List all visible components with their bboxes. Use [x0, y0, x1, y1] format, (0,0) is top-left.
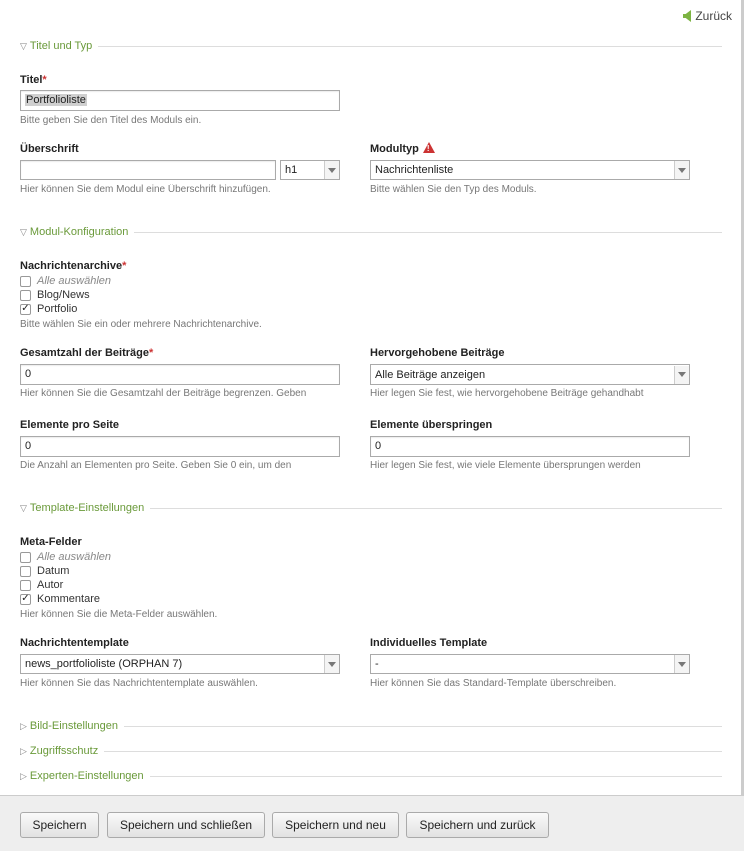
headline-label: Überschrift: [20, 143, 79, 155]
module-type-help: Bitte wählen Sie den Typ des Moduls.: [370, 184, 537, 195]
featured-select[interactable]: [370, 364, 690, 385]
per-page-label: Elemente pro Seite: [20, 419, 120, 431]
section-access-protection-label[interactable]: Zugriffsschutz: [29, 745, 99, 757]
section-divider: [150, 776, 722, 777]
title-input[interactable]: [20, 90, 340, 111]
form-footer: [0, 795, 744, 851]
checkbox-checked[interactable]: [20, 594, 31, 605]
news-template-select[interactable]: [20, 654, 340, 674]
expand-closed-icon: ▷: [20, 745, 27, 756]
per-page-value: 0: [25, 440, 32, 452]
archives-help: Bitte wählen Sie ein oder mehrere Nachrichtenarchive.: [20, 319, 262, 330]
checkbox-checked[interactable]: [20, 304, 31, 315]
section-divider: [98, 46, 722, 47]
per-page-help: Die Anzahl an Elementen pro Seite. Geben Sie 0 ein, um den: [20, 460, 292, 471]
custom-template-help: Hier können Sie das Standard-Template überschreiben.: [370, 678, 617, 689]
section-divider: [150, 508, 722, 509]
required-mark: *: [42, 74, 47, 86]
title-input-value: Portfolioliste: [26, 94, 86, 106]
news-template-value: news_portfolioliste (ORPHAN 7): [25, 658, 183, 670]
headline-unit-select[interactable]: [280, 160, 340, 180]
total-label-text: Gesamtzahl der Beiträge: [20, 347, 149, 359]
required-mark: *: [149, 347, 154, 359]
meta-option-label: Kommentare: [37, 593, 100, 605]
section-module-config[interactable]: [20, 226, 722, 238]
select-all-label: Alle auswählen: [37, 551, 111, 563]
section-template-settings[interactable]: [20, 502, 722, 514]
section-title-type-label[interactable]: Titel und Typ: [29, 40, 93, 52]
total-input-value: 0: [25, 368, 32, 380]
headline-input[interactable]: [20, 160, 276, 180]
section-title-type[interactable]: [20, 40, 722, 52]
featured-help: Hier legen Sie fest, wie hervorgehobene Beiträge gehandhabt: [370, 388, 644, 399]
news-template-label: Nachrichtentemplate: [20, 637, 129, 649]
chevron-down-icon: [674, 161, 689, 179]
expand-closed-icon: ▷: [20, 720, 27, 731]
archives-label-text: Nachrichtenarchive: [20, 260, 123, 272]
module-type-value: Nachrichtenliste: [375, 164, 454, 176]
expand-open-icon: ▽: [20, 40, 27, 51]
archive-option-blog[interactable]: [20, 288, 90, 302]
section-image-settings-label[interactable]: Bild-Einstellungen: [29, 720, 118, 732]
meta-option-author[interactable]: [20, 578, 63, 592]
save-new-button[interactable]: Speichern und neu: [272, 812, 399, 838]
per-page-input[interactable]: [20, 436, 340, 457]
meta-option-comments[interactable]: [20, 592, 100, 606]
archive-option-label: Portfolio: [37, 303, 78, 315]
skip-help: Hier legen Sie fest, wie viele Elemente übersprungen werden: [370, 460, 641, 471]
chevron-down-icon: [674, 366, 689, 384]
title-help: Bitte geben Sie den Titel des Moduls ein.: [20, 115, 202, 126]
check-icon: ✓: [21, 593, 30, 604]
section-divider: [104, 751, 722, 752]
expand-closed-icon: ▷: [20, 770, 27, 781]
skip-value: 0: [375, 440, 382, 452]
section-expert-settings-label[interactable]: Experten-Einstellungen: [29, 770, 144, 782]
expand-open-icon: ▽: [20, 502, 27, 513]
skip-label: Elemente überspringen: [370, 419, 493, 431]
back-arrow-icon: [683, 10, 691, 22]
checkbox[interactable]: [20, 276, 31, 287]
select-all-label: Alle auswählen: [37, 275, 111, 287]
headline-unit-value: h1: [285, 164, 298, 176]
headline-help: Hier können Sie dem Modul eine Überschrift hinzufügen.: [20, 184, 271, 195]
archives-label: [20, 260, 126, 272]
title-label: [20, 74, 47, 86]
total-input[interactable]: [20, 364, 340, 385]
custom-template-value: -: [375, 658, 379, 670]
checkbox[interactable]: [20, 566, 31, 577]
required-mark: *: [122, 260, 127, 272]
module-type-label-text: Modultyp: [370, 143, 419, 155]
meta-help: Hier können Sie die Meta-Felder auswählen.: [20, 609, 218, 620]
featured-value: Alle Beiträge anzeigen: [375, 368, 486, 381]
module-type-label: [370, 143, 435, 155]
save-back-button[interactable]: Speichern und zurück: [406, 812, 549, 838]
custom-template-label: Individuelles Template: [370, 637, 488, 649]
section-divider: [134, 232, 722, 233]
meta-label: Meta-Felder: [20, 536, 82, 548]
meta-option-label: Datum: [37, 565, 70, 577]
check-icon: ✓: [21, 303, 30, 314]
chevron-down-icon: [324, 655, 339, 673]
featured-label: Hervorgehobene Beiträge: [370, 347, 505, 359]
meta-option-date[interactable]: [20, 564, 69, 578]
save-button[interactable]: Speichern: [20, 812, 99, 838]
skip-input[interactable]: [370, 436, 690, 457]
archive-option-portfolio[interactable]: [20, 302, 77, 316]
total-label: [20, 347, 153, 359]
section-access-protection[interactable]: [20, 745, 722, 757]
news-template-help: Hier können Sie das Nachrichtentemplate auswählen.: [20, 678, 258, 689]
section-template-settings-label[interactable]: Template-Einstellungen: [29, 502, 145, 514]
custom-template-select[interactable]: [370, 654, 690, 674]
checkbox[interactable]: [20, 580, 31, 591]
chevron-down-icon: [674, 655, 689, 673]
checkbox[interactable]: [20, 552, 31, 563]
meta-select-all[interactable]: [20, 550, 111, 564]
checkbox[interactable]: [20, 290, 31, 301]
title-label-text: Titel: [20, 74, 43, 86]
back-label: Zurück: [695, 9, 732, 23]
section-module-config-label[interactable]: Modul-Konfiguration: [29, 226, 129, 238]
chevron-down-icon: [324, 161, 339, 179]
meta-option-label: Autor: [37, 579, 64, 591]
section-divider: [124, 726, 722, 727]
module-type-select[interactable]: [370, 160, 690, 180]
total-help: Hier können Sie die Gesamtzahl der Beiträge begrenzen. Geben: [20, 388, 307, 399]
warning-icon: [423, 142, 435, 153]
expand-open-icon: ▽: [20, 226, 27, 237]
section-expert-settings[interactable]: [20, 770, 722, 782]
back-link[interactable]: [683, 9, 732, 23]
archive-option-label: Blog/News: [37, 289, 90, 301]
save-close-button[interactable]: Speichern und schließen: [107, 812, 265, 838]
archives-select-all[interactable]: [20, 274, 111, 288]
section-image-settings[interactable]: [20, 720, 722, 732]
